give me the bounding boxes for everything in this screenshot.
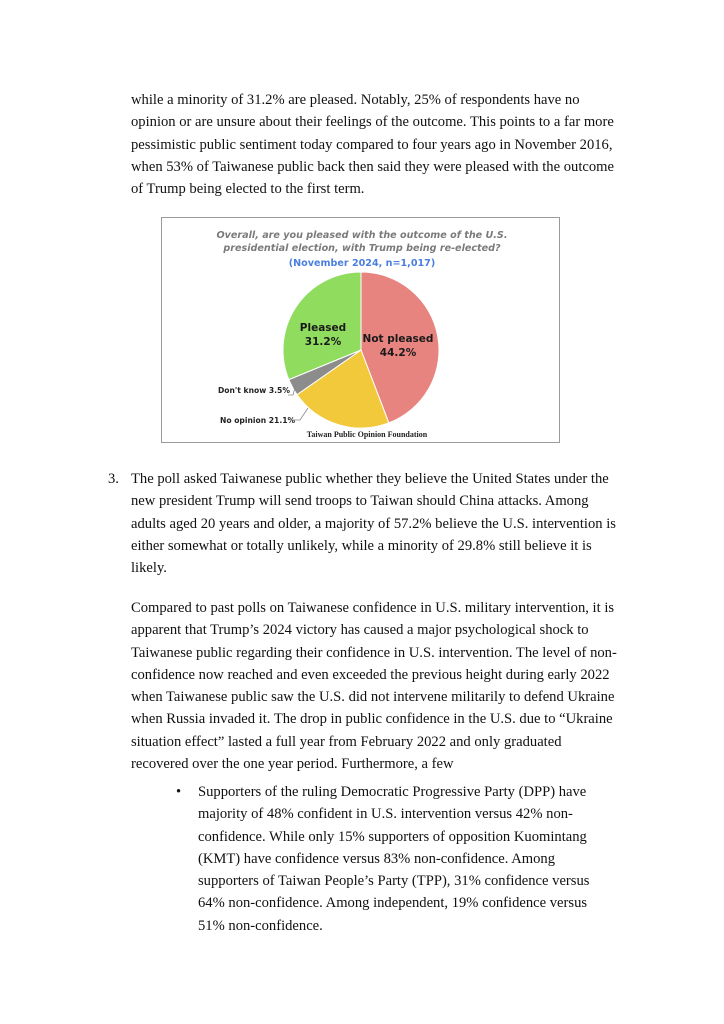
- slice-value-not-pleased: 44.2%: [379, 347, 417, 359]
- bullet-icon: •: [176, 784, 182, 800]
- slice-label-not-pleased: Not pleased: [362, 333, 434, 345]
- side-label-no-opinion: No opinion 21.1%: [220, 416, 296, 425]
- chart-title-line-1: Overall, are you pleased with the outcome of the U.S.: [216, 230, 508, 241]
- chart-subtitle: (November 2024, n=1,017): [288, 258, 436, 269]
- pie-chart-svg: [162, 218, 561, 444]
- side-label-dont-know: Don't know 3.5%: [218, 386, 290, 395]
- chart-title-line-2: presidential election, with Trump being re-elected?: [223, 243, 501, 254]
- slice-label-pleased: Pleased: [299, 322, 347, 334]
- list-item-3-text: The poll asked Taiwanese public whether they believe the United States under the new president Trump will send troops to Taiwan should China attacks. Among adults aged 20 years and older, a majority of 57.2% believe the U.S. intervention is either somewhat or totally unlikely, while a minority of 29.8% still believe it is likely.: [131, 471, 616, 577]
- bullet-item-text: Supporters of the ruling Democratic Progressive Party (DPP) have majority of 48% confident in U.S. intervention versus 42% non-confidence. While only 15% supporters of opposition Kuomintang (KMT) have confidence versus 83% non-confidence. Among supporters of Taiwan People’s Party (TPP), 31% confidence versus 64% non-confidence. Among independent, 19% confidence versus 51% non-confidence.: [198, 784, 590, 934]
- paragraph-4: Compared to past polls on Taiwanese confidence in U.S. military intervention, it is apparent that Trump’s 2024 victory has caused a major psychological shock to Taiwanese public regarding their confidence in U.S. intervention. The level of non-confidence now reached and even exceeded the previous height during early 2022 when Taiwanese public saw the U.S. did not intervene militarily to defend Ukraine when Russia invaded it. The drop in public confidence in the U.S. due to “Ukraine situation effect” lasted a full year from February 2022 and only graduated recovered over the one year period. Furthermore, a few: [131, 600, 617, 773]
- pie-chart: [161, 217, 560, 443]
- chart-source: Taiwan Public Opinion Foundation: [306, 430, 428, 439]
- paragraph-1: while a minority of 31.2% are pleased. Notably, 25% of respondents have no opinion or are unsure about their feelings of the outcome. This points to a far more pessimistic public sentiment today compared to four years ago in November 2016, when 53% of Taiwanese public back then said they were pleased with the outcome of Trump being elected to the first term.: [131, 92, 614, 198]
- list-number-3: 3.: [108, 471, 119, 487]
- slice-value-pleased: 31.2%: [304, 336, 342, 348]
